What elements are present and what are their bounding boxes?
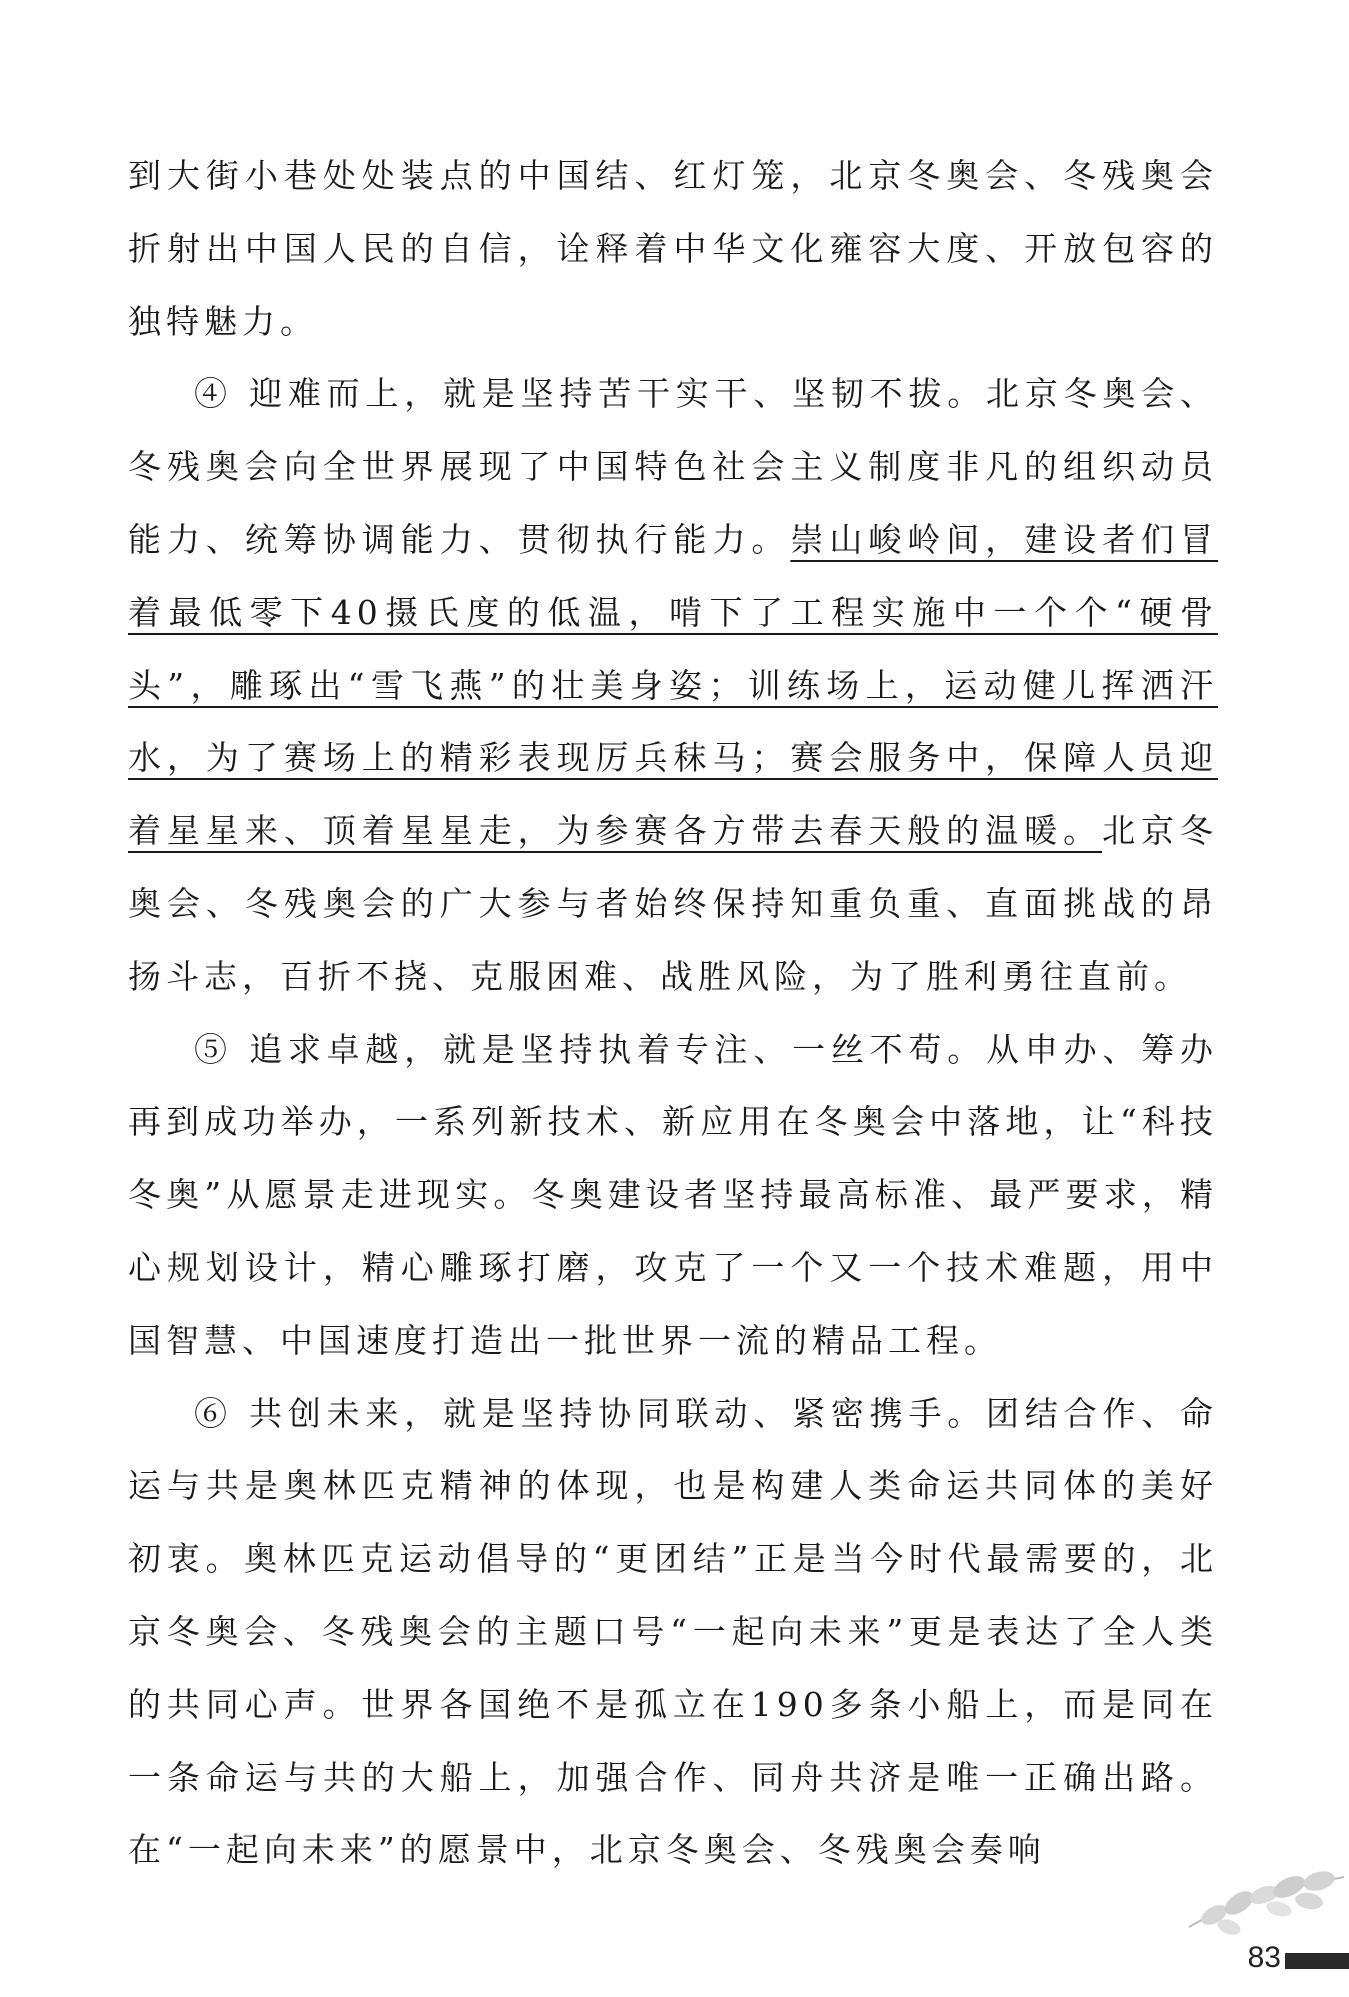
text-segment: ⑤ 追求卓越，就是坚持执着专注、一丝不苟。从申办、筹办再到成功举办，一系列新技术、新应用在冬奥会中落地，让“科技冬奥”从愿景走进现实。冬奥建设者坚持最高标准、最严要求，精心规划设计，精心雕琢打磨，攻克了一个又一个技术难题，用中国智慧、中国速度打造出一批世界一流的精品工程。	[128, 1029, 1218, 1360]
page-footer	[1169, 1857, 1349, 1997]
paragraph	[128, 140, 1218, 358]
text-segment: 到大街小巷处处装点的中国结、红灯笼，北京冬奥会、冬残奥会折射出中国人民的自信，诠释着中华文化雍容大度、开放包容的独特魅力。	[128, 156, 1218, 341]
page-number: 83	[1247, 1941, 1281, 1974]
text-segment: ⑥ 共创未来，就是坚持协同联动、紧密携手。团结合作、命运与共是奥林匹克精神的体现，也是构建人类命运共同体的美好初衷。奥林匹克运动倡导的“更团结”正是当今时代最需要的，北京冬奥会、冬残奥会的主题口号“一起向未来”更是表达了全人类的共同心声。世界各国绝不是孤立在190多条小船上，而是同在一条命运与共的大船上，加强合作、同舟共济是唯一正确出路。在“一起向未来”的愿景中，北京冬奥会、冬残奥会奏响	[128, 1393, 1218, 1870]
footer-bar	[1285, 1953, 1349, 1969]
paragraph	[128, 1014, 1218, 1378]
leaf-branch-icon	[1169, 1857, 1349, 1947]
text-segment: 北京冬奥会、冬残奥会的广大参与者始终保持知重负重、直面挑战的昂扬斗志，百折不挠、克服困难、战胜风险，为了胜利勇往直前。	[128, 811, 1219, 996]
text-segment: ④ 迎难而上，就是坚持苦干实干、坚韧不拔。北京冬奥会、冬残奥会向全世界展现了中国特色社会主义制度非凡的组织动员能力、统筹协调能力、贯彻执行能力。	[128, 374, 1218, 559]
underlined-text: 崇山峻岭间，建设者们冒着最低零下40摄氏度的低温，啃下了工程实施中一个个“硬骨头”，雕琢出“雪飞燕”的壮美身姿；训练场上，运动健儿挥洒汗水，为了赛场上的精彩表现厉兵秣马；赛会服务中，保障人员迎着星星来、顶着星星走，为参赛各方带去春天般的温暖。	[128, 519, 1219, 851]
paragraph	[128, 358, 1218, 1013]
paragraph	[128, 1378, 1218, 1888]
document-body	[128, 140, 1218, 1887]
